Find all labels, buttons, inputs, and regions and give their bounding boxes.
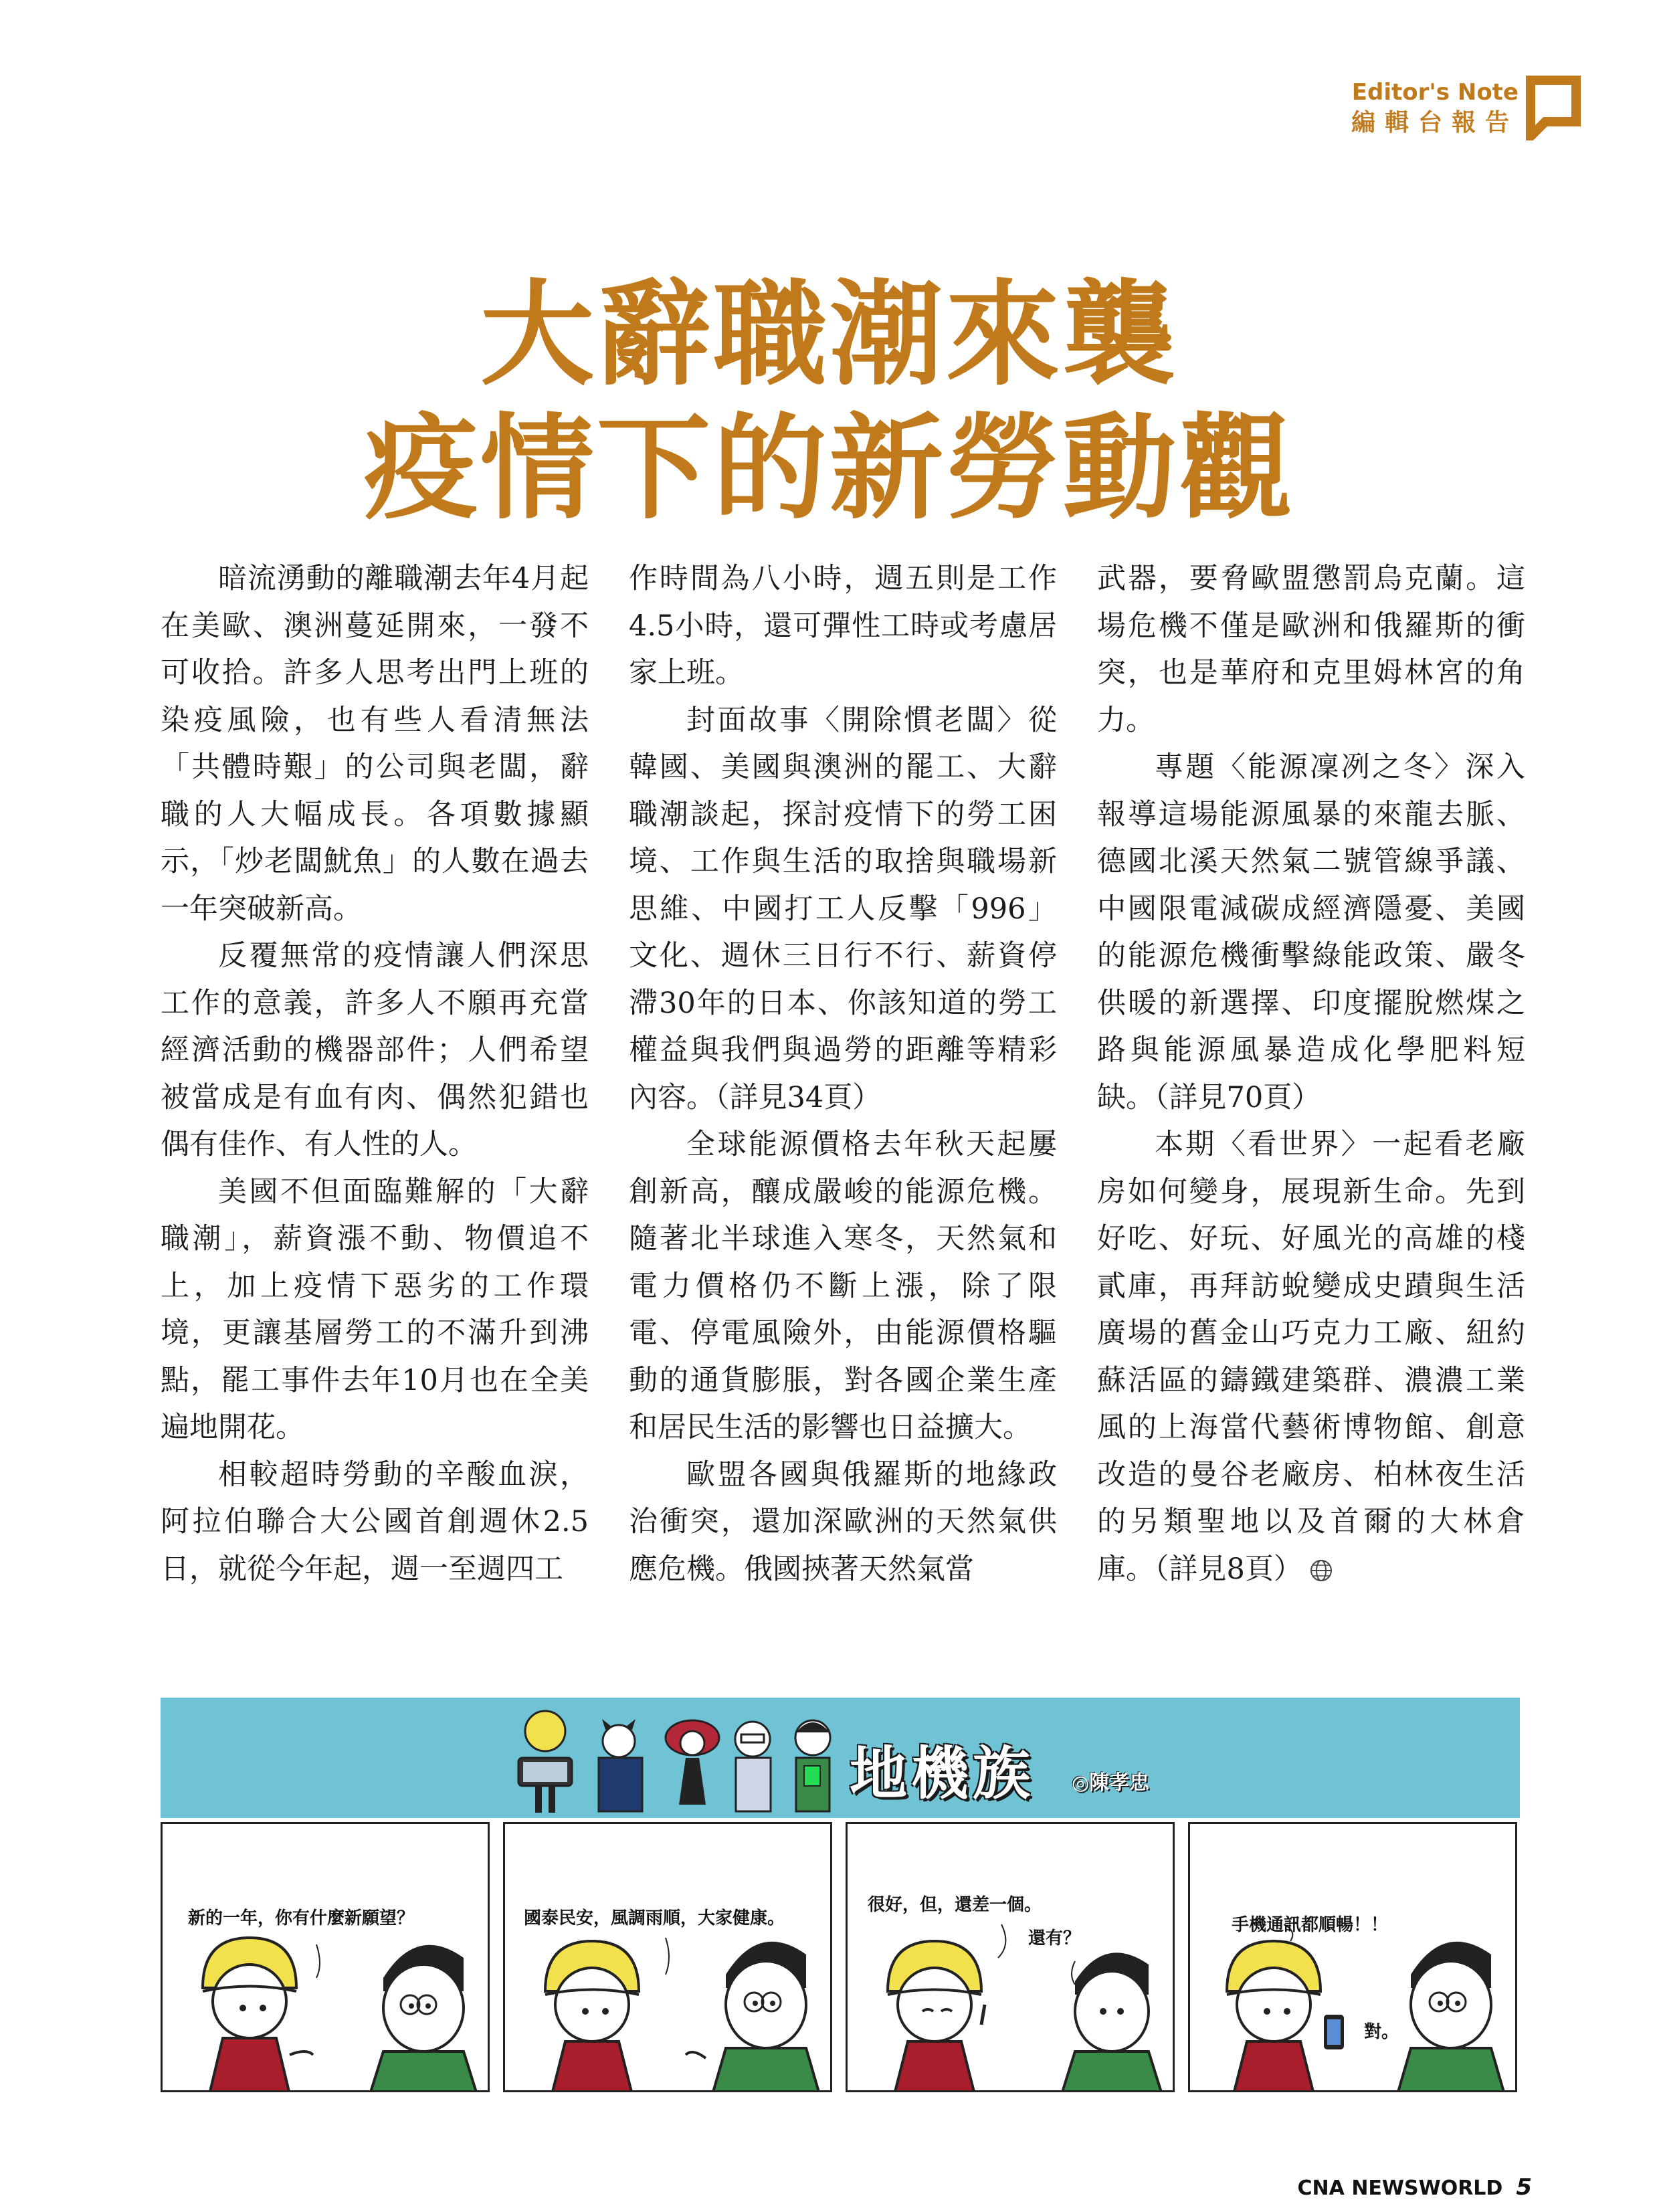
paragraph: 封面故事〈開除慣老闆〉從韓國、美國與澳洲的罷工、大辭職潮談起，探討疫情下的勞工困境、工作與生活的取捨與職場新思維、中國打工人反擊「996」文化、週休三日行不行、薪資停滯30年的日本、你該知道的勞工權益與我們與過勞的距離等精彩內容。（詳見34頁）	[629, 703, 1057, 1114]
section-name-zh: 編輯台報告	[1351, 109, 1519, 136]
article-title	[0, 268, 1659, 535]
panel-drawing	[163, 1824, 490, 2092]
section-header	[1351, 79, 1519, 140]
text-column-2	[629, 555, 1057, 1593]
paragraph: 暗流湧動的離職潮去年4月起在美歐、澳洲蔓延開來，一發不可收拾。許多人思考出門上班的染疫風險，也有些人看清無法「共體時艱」的公司與老闆，辭職的人大幅成長。各項數據顯示，「炒老闆魷魚」的人數在過去一年突破新高。	[161, 562, 589, 926]
comic-title: 地機族	[850, 1740, 1034, 1807]
comic-panel-3	[846, 1822, 1175, 2092]
panel-drawing	[848, 1824, 1175, 2092]
magazine-name: CNA NEWSWORLD	[1297, 2177, 1503, 2200]
speech-text: 新的一年，你有什麼新願望？	[188, 1908, 415, 1928]
globe-icon	[1309, 1559, 1333, 1583]
page-number: 5	[1516, 2174, 1532, 2201]
comic-cast-illustration	[515, 1704, 850, 1818]
comic-panel-2	[503, 1822, 832, 2092]
speech-text: 對。	[1364, 2022, 1399, 2042]
paragraph: 美國不但面臨難解的「大辭職潮」，薪資漲不動、物價追不上，加上疫情下惡劣的工作環境，更讓基層勞工的不滿升到沸點，罷工事件去年10月也在全美遍地開花。	[161, 1175, 589, 1444]
speech-text: 還有？	[1028, 1928, 1081, 1948]
paragraph-last	[1097, 1121, 1525, 1593]
page-footer	[1298, 2174, 1532, 2201]
speech-text: 手機通訊都順暢！！	[1232, 1915, 1389, 1935]
comic-author: ◎陳孝忠	[1072, 1771, 1150, 1795]
paragraph: 全球能源價格去年秋天起屢創新高，釀成嚴峻的能源危機。隨著北半球進入寒冬，天然氣和電力價格仍不斷上漲，除了限電、停電風險外，由能源價格驅動的通貨膨脹，對各國企業生產和居民生活的影響也日益擴大。	[629, 1128, 1057, 1444]
speech-bubble-icon	[1525, 75, 1581, 140]
paragraph: 歐盟各國與俄羅斯的地緣政治衝突，還加深歐洲的天然氣供應危機。俄國挾著天然氣當	[629, 1457, 1057, 1586]
panel-drawing	[1190, 1824, 1517, 2092]
comic-panel-1	[161, 1822, 490, 2092]
speech-text: 很好，但，還差一個。	[868, 1895, 1042, 1915]
comic-panel-4	[1188, 1822, 1517, 2092]
speech-text: 國泰民安，風調雨順，大家健康。	[524, 1908, 785, 1928]
paragraph: 作時間為八小時，週五則是工作4.5小時，還可彈性工時或考慮居家上班。	[629, 562, 1057, 690]
section-name-en: Editor's Note	[1351, 79, 1519, 106]
paragraph: 專題〈能源凜冽之冬〉深入報導這場能源風暴的來龍去脈、德國北溪天然氣二號管線爭議、中國限電減碳成經濟隱憂、美國的能源危機衝擊綠能政策、嚴冬供暖的新選擇、印度擺脫燃煤之路與能源風暴造成化學肥料短缺。（詳見70頁）	[1097, 750, 1525, 1114]
text-column-1	[161, 555, 589, 1593]
title-line-1: 大辭職潮來襲	[480, 268, 1179, 401]
paragraph: 武器，要脅歐盟懲罰烏克蘭。這場危機不僅是歐洲和俄羅斯的衝突，也是華府和克里姆林宮的角力。	[1097, 562, 1525, 737]
paragraph-text: 本期〈看世界〉一起看老廠房如何變身，展現新生命。先到好吃、好玩、好風光的高雄的棧貳庫，再拜訪蛻變成史蹟與生活廣場的舊金山巧克力工廠、紐約蘇活區的鑄鐵建築群、濃濃工業風的上海當代藝術博物館、創意改造的曼谷老廠房、柏林夜生活的另類聖地以及首爾的大林倉庫。（詳見8頁）	[1097, 1128, 1525, 1586]
panel-drawing	[505, 1824, 832, 2092]
title-line-2: 疫情下的新勞動觀	[363, 401, 1295, 535]
text-column-3	[1097, 555, 1525, 1593]
paragraph: 反覆無常的疫情讓人們深思工作的意義，許多人不願再充當經濟活動的機器部件；人們希望被當成是有血有肉、偶然犯錯也偶有佳作、有人性的人。	[161, 939, 589, 1161]
paragraph: 相較超時勞動的辛酸血淚，阿拉伯聯合大公國首創週休2.5日，就從今年起，週一至週四工	[161, 1457, 589, 1586]
